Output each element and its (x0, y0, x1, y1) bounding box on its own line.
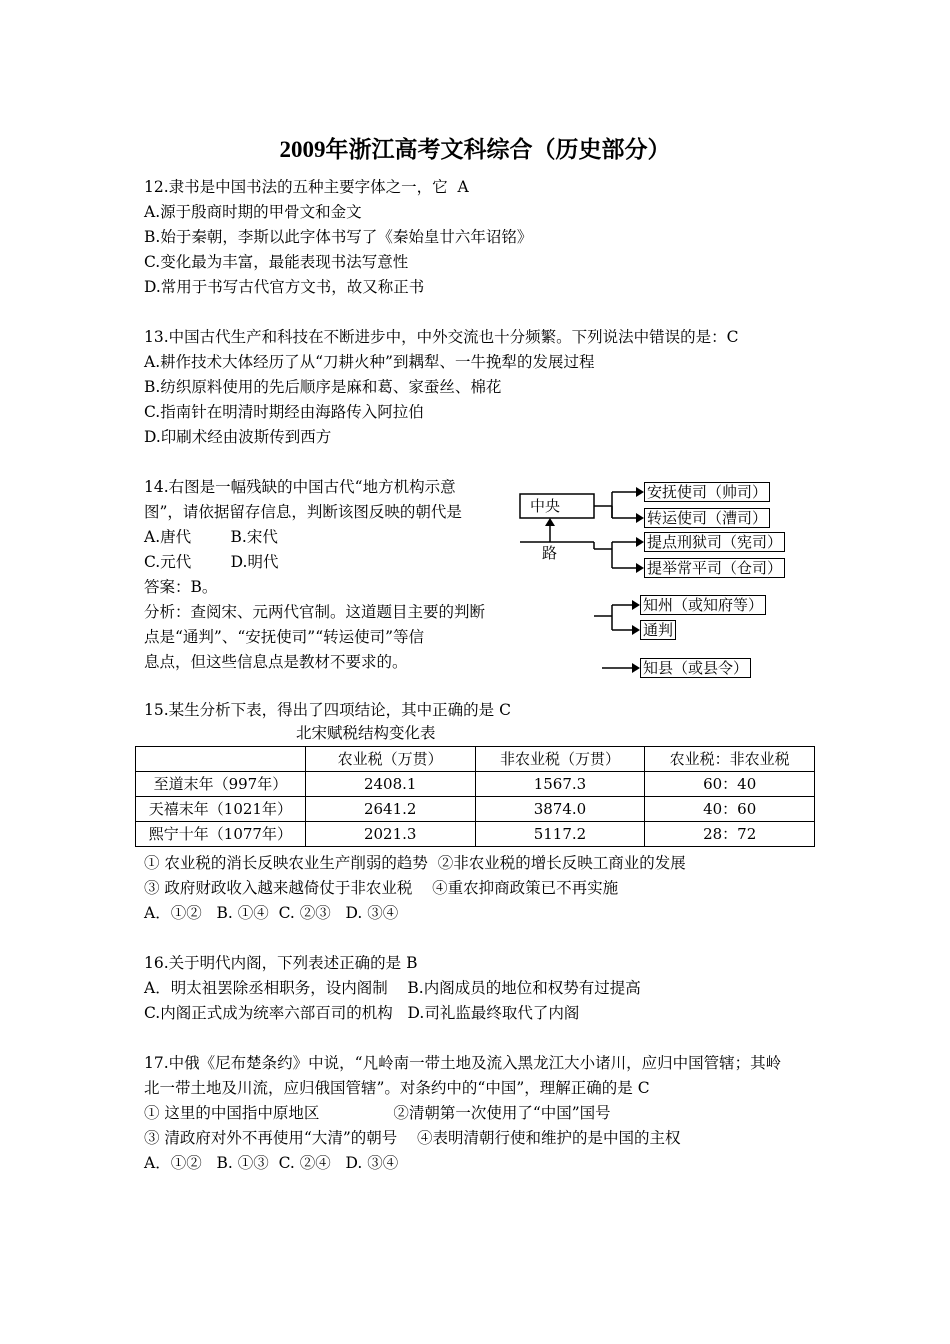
table-header-cell: 农业税（万贯） (305, 747, 475, 772)
q16-options-ab: A．明太祖罢除丞相职务，设内阁制 B.内阁成员的地位和权势有过提高 (144, 979, 641, 997)
q14-answer: 答案：B。 (144, 578, 218, 596)
q15-statements-1: ① 农业税的消长反映农业生产削弱的趋势 ②非农业税的增长反映工商业的发展 (144, 854, 686, 872)
q14-analysis-line3: 息点，但这些信息点是教材不要求的。 (144, 653, 408, 671)
central-label: 中央 (530, 497, 561, 515)
q14-analysis-line1: 分析：查阅宋、元两代官制。这道题目主要的判断 (144, 603, 486, 621)
q17-stem-line2: 北一带土地及川流，应归俄国管辖”。对条约中的“中国”，理解正确的是 C (144, 1079, 650, 1097)
q15-stem: 15.某生分析下表，得出了四项结论，其中正确的是 C (144, 701, 511, 719)
table-cell: 5117.2 (475, 822, 645, 847)
table-cell: 40：60 (645, 797, 815, 822)
q12-option-b: B.始于秦朝，李斯以此字体书写了《秦始皇廿六年诏铭》 (144, 228, 533, 246)
office-tongpan: 通判 (640, 620, 676, 640)
table-cell: 3874.0 (475, 797, 645, 822)
table-row (136, 797, 815, 822)
q14-options-ab: A.唐代 B.宋代 (144, 528, 278, 546)
page-title: 2009年浙江高考文科综合（历史部分） (279, 137, 671, 162)
q15-options: A．①② B. ①④ C. ②③ D. ③④ (144, 904, 399, 922)
table-header-cell (136, 747, 306, 772)
q13-option-d: D.印刷术经由波斯传到西方 (144, 428, 332, 446)
q17-options: A．①② B. ①③ C. ②④ D. ③④ (144, 1154, 399, 1172)
q13-option-a: A.耕作技术大体经历了从“刀耕火种”到耦犁、一牛挽犁的发展过程 (144, 353, 595, 371)
table-cell: 至道末年（997年） (136, 772, 306, 797)
q17-statements-1: ① 这里的中国指中原地区 ②清朝第一次使用了“中国”国号 (144, 1104, 611, 1122)
q17-stem-line1: 17.中俄《尼布楚条约》中说，“凡岭南一带土地及流入黑龙江大小诸川，应归中国管辖；其岭 (144, 1054, 782, 1072)
q13-stem: 13.中国古代生产和科技在不断进步中，中外交流也十分频繁。下列说法中错误的是：C (144, 328, 739, 346)
table-cell: 2641.2 (305, 797, 475, 822)
lu-label: 路 (542, 544, 558, 562)
office-tijuchangpingsi: 提举常平司（仓司） (644, 558, 785, 578)
arrow-zhuanyun (636, 513, 644, 523)
q12-stem: 12.隶书是中国书法的五种主要字体之一，它 A (144, 178, 469, 196)
table-cell: 天禧末年（1021年） (136, 797, 306, 822)
table-cell: 1567.3 (475, 772, 645, 797)
office-anfushisi: 安抚使司（帅司） (644, 482, 770, 502)
local-institutions-diagram (512, 474, 802, 688)
office-tidianxingyusi: 提点刑狱司（宪司） (644, 532, 785, 552)
q16-stem: 16.关于明代内阁，下列表述正确的是 B (144, 954, 418, 972)
table-cell: 2408.1 (305, 772, 475, 797)
office-zhixian: 知县（或县令） (640, 658, 751, 678)
q12-option-c: C.变化最为丰富，最能表现书法写意性 (144, 253, 409, 271)
table-header-cell: 非农业税（万贯） (475, 747, 645, 772)
arrow-tiju (636, 563, 644, 573)
table-cell: 2021.3 (305, 822, 475, 847)
office-zhizhou: 知州（或知府等） (640, 595, 766, 615)
table-row (136, 772, 815, 797)
q14-analysis-line2: 点是“通判”、“安抚使司”“转运使司”等信 (144, 628, 425, 646)
table-cell: 60：40 (645, 772, 815, 797)
arrow-zhizhou (632, 600, 640, 610)
table-row (136, 822, 815, 847)
table-cell: 28：72 (645, 822, 815, 847)
arrow-lu-to-central (545, 518, 555, 526)
q12-option-d: D.常用于书写古代官方文书，故又称正书 (144, 278, 425, 296)
q13-option-c: C.指南针在明清时期经由海路传入阿拉伯 (144, 403, 424, 421)
table-header-row (136, 747, 815, 772)
q15-statements-2: ③ 政府财政收入越来越倚仗于非农业税 ④重农抑商政策已不再实施 (144, 879, 619, 897)
arrow-zhixian (632, 663, 640, 673)
q14-options-cd: C.元代 D.明代 (144, 553, 279, 571)
table-cell: 熙宁十年（1077年） (136, 822, 306, 847)
arrow-tidian (636, 537, 644, 547)
q16-options-cd: C.内阁正式成为统率六部百司的机构 D.司礼监最终取代了内阁 (144, 1004, 580, 1022)
q13-option-b: B.纺织原料使用的先后顺序是麻和葛、家蚕丝、棉花 (144, 378, 502, 396)
q12-option-a: A.源于殷商时期的甲骨文和金文 (144, 203, 362, 221)
q14-stem-line2: 图”，请依据留存信息，判断该图反映的朝代是 (144, 503, 462, 521)
q17-statements-2: ③ 清政府对外不再使用“大清”的朝号 ④表明清朝行使和维护的是中国的主权 (144, 1129, 681, 1147)
q15-table-title: 北宋赋税结构变化表 (296, 724, 436, 742)
arrow-tongpan (632, 625, 640, 635)
q14-stem-line1: 14.右图是一幅残缺的中国古代“地方机构示意 (144, 478, 456, 496)
tax-structure-table (135, 746, 815, 847)
table-header-cell: 农业税：非农业税 (645, 747, 815, 772)
arrow-anfu (636, 487, 644, 497)
office-zhuanyunshisi: 转运使司（漕司） (644, 508, 770, 528)
